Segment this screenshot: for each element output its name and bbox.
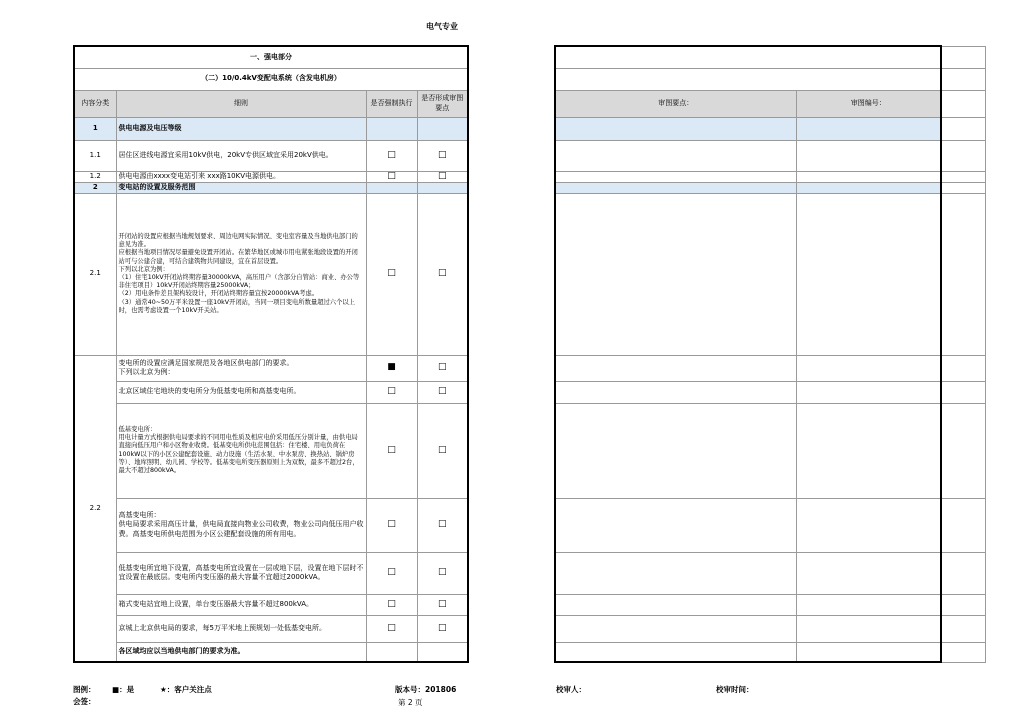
row-text: 低基变电所： 用电计量方式根据供电局要求的不同用电性质及相应电价采用低压分别计量，由供电局直接向低压用户和小区物业收费。低基变电所供电范围包括：住宅楼、用电负荷在100kW以下的小区公建配套设施、动力设施（生活水泵、中水泵房、换热站、锅炉房等）、地库照明、幼儿园、学校等。低基变电所变压器原则上为双数，最多不超过2台，最大不超过800kVA。 xyxy=(116,403,366,498)
review-checkbox[interactable]: □ xyxy=(417,381,468,403)
row-text: 供电电源由xxxx变电站引来 xxx路10KV电源供电。 xyxy=(116,171,366,182)
review-number-cell[interactable] xyxy=(796,403,941,498)
requirements-table xyxy=(73,45,469,663)
review-time-label: 校审时间： xyxy=(716,685,754,694)
review-point-cell[interactable] xyxy=(555,381,796,403)
review-point-cell[interactable] xyxy=(555,498,796,552)
legend-star: ★：客户关注点 xyxy=(160,685,212,694)
review-point-cell[interactable] xyxy=(555,355,796,381)
mandatory-checkbox[interactable]: □ xyxy=(366,403,417,498)
review-checkbox[interactable]: □ xyxy=(417,552,468,594)
mandatory-checkbox[interactable]: □ xyxy=(366,193,417,355)
row-text: 变电站的设置及服务范围 xyxy=(116,182,366,193)
row-text: 京城上北京供电局的要求，每5万平米地上预规划一处低基变电所。 xyxy=(116,615,366,642)
row-text: 北京区域住宅地块的变电所分为低基变电所和高基变电所。 xyxy=(116,381,366,403)
review-number-cell[interactable] xyxy=(796,615,941,642)
row-num: 1.1 xyxy=(74,140,116,171)
col-review-number: 审图编号： xyxy=(796,90,941,117)
review-checkbox[interactable]: □ xyxy=(417,403,468,498)
mandatory-checkbox[interactable]: □ xyxy=(366,381,417,403)
col-mandatory: 是否强制执行 xyxy=(366,90,417,117)
row-text: 开闭站的设置应根据当地规划要求、周边电网实际情况、变电室容量及当地供电部门的意见为准。 应根据当地项目情况尽量避免设置开闭站。在繁华地区或城市用电紧张地段设置的开闭站可与公建合建，可结合建筑物共同建设，宜在首层设置。 下列以北京为例： （1）住宅10kV开闭站终期容量30000kVA，高压用户（含部分自管站：商业、办公等非住宅项目）10kV开闭站终期容量25000kVA； （2）用电条件差且架构较设计，开闭站终期容量宜按20000kVA考虑。 （3）通常40~50万平米设置一座10kV开闭站，当同一项目变电所数量超过六个以上时，也需考虑设置一个10kV开关站。 xyxy=(116,193,366,355)
row-num: 2.1 xyxy=(74,193,116,355)
row-num: 2 xyxy=(74,182,116,193)
row-text: 居住区进线电源宜采用10kV供电，20kV专供区域宜采用20kV供电。 xyxy=(116,140,366,171)
row-text: 箱式变电站宜地上设置，单台变压器最大容量不超过800kVA。 xyxy=(116,594,366,615)
col-review-points: 审图要点： xyxy=(555,90,796,117)
review-number-cell[interactable] xyxy=(796,140,941,171)
col-detail: 细则 xyxy=(116,90,366,117)
review-checkbox[interactable]: □ xyxy=(417,498,468,552)
mandatory-checkbox[interactable]: □ xyxy=(366,140,417,171)
row-text: 各区域均应以当地供电部门的要求为准。 xyxy=(116,642,366,662)
col-review-point: 是否形成审图要点 xyxy=(417,90,468,117)
page-number: 第 2 页 xyxy=(398,698,423,707)
review-checkbox[interactable]: □ xyxy=(417,355,468,381)
document-title: 电气专业 xyxy=(426,22,458,31)
review-number-cell[interactable] xyxy=(796,594,941,615)
legend-yes: ■：是 xyxy=(112,685,135,694)
mandatory-checkbox[interactable]: □ xyxy=(366,615,417,642)
review-number-cell[interactable] xyxy=(796,355,941,381)
review-checkbox[interactable]: □ xyxy=(417,140,468,171)
review-point-cell[interactable] xyxy=(555,403,796,498)
mandatory-checkbox[interactable]: □ xyxy=(366,498,417,552)
review-point-cell[interactable] xyxy=(555,594,796,615)
review-number-cell[interactable] xyxy=(796,171,941,182)
review-checkbox[interactable]: □ xyxy=(417,193,468,355)
review-checkbox[interactable]: □ xyxy=(417,594,468,615)
version-number: 版本号：201806 xyxy=(395,685,457,694)
review-checkbox[interactable]: □ xyxy=(417,171,468,182)
review-point-cell[interactable] xyxy=(555,193,796,355)
row-num: 1.2 xyxy=(74,171,116,182)
review-number-cell[interactable] xyxy=(796,552,941,594)
subsection-title: （二）10/0.4kV变配电系统（含发电机房） xyxy=(74,68,468,90)
row-text: 变电所的设置应满足国家规范及各地区供电部门的要求。 下列以北京为例： xyxy=(116,355,366,381)
review-number-cell[interactable] xyxy=(796,381,941,403)
row-num-2-2: 2.2 xyxy=(74,355,116,662)
row-text: 低基变电所宜地下设置，高基变电所宜设置在一层或地下层，设置在地下层时不宜设置在最底层。变电所内变压器的最大容量不宜超过2000kVA。 xyxy=(116,552,366,594)
row-num: 1 xyxy=(74,117,116,140)
review-number-cell[interactable] xyxy=(796,193,941,355)
signoff-label: 会签： xyxy=(73,697,96,706)
review-point-cell[interactable] xyxy=(555,552,796,594)
review-checkbox[interactable]: □ xyxy=(417,615,468,642)
mandatory-checkbox[interactable]: □ xyxy=(366,594,417,615)
legend-label: 图例： xyxy=(73,685,96,694)
review-table xyxy=(554,45,986,663)
review-point-cell[interactable] xyxy=(555,140,796,171)
reviewer-label: 校审人： xyxy=(556,685,586,694)
review-point-cell[interactable] xyxy=(555,171,796,182)
col-category: 内容分类 xyxy=(74,90,116,117)
row-text: 高基变电所： 供电局要求采用高压计量，供电局直接向物业公司收费，物业公司向低压用户收费。高基变电所供电范围为小区公建配套设施的所有用电。 xyxy=(116,498,366,552)
review-number-cell[interactable] xyxy=(796,498,941,552)
row-text: 供电电源及电压等级 xyxy=(116,117,366,140)
section-title: 一、强电部分 xyxy=(74,46,468,68)
review-point-cell[interactable] xyxy=(555,615,796,642)
mandatory-checkbox[interactable]: □ xyxy=(366,552,417,594)
mandatory-checkbox[interactable]: ■ xyxy=(366,355,417,381)
mandatory-checkbox[interactable]: □ xyxy=(366,171,417,182)
